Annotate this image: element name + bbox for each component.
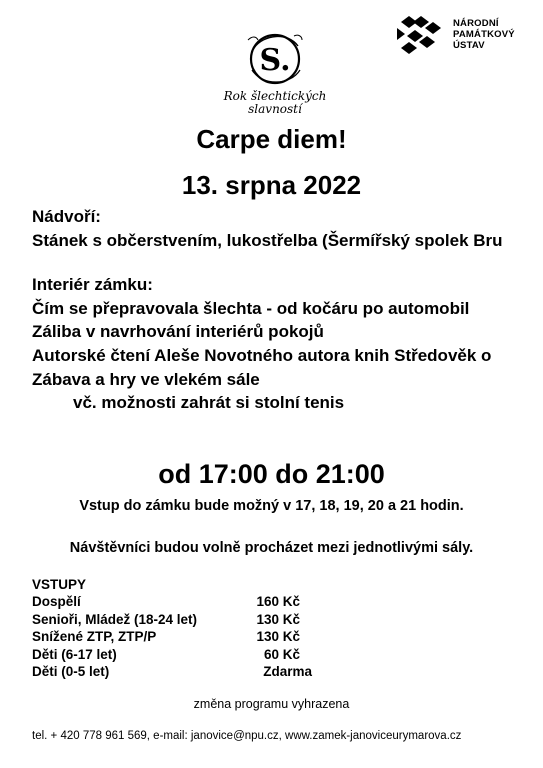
price-row [32,628,312,646]
price-list [32,576,312,681]
price-list-heading: VSTUPY [32,577,87,592]
festival-emblem-icon [244,30,306,88]
program-change-note: změna programu vyhrazena [193,697,350,711]
price-row [32,593,312,611]
event-time: od 17:00 do 21:00 [158,459,385,489]
interior-item: Čím se přepravovala šlechta - od kočáru po automobil [32,299,470,318]
npu-logo-icon [395,14,445,54]
contact-info: tel. + 420 778 961 569, e-mail: janovice@npu.cz, www.zamek-janoviceurymarova.cz [32,730,462,742]
event-date: 13. srpna 2022 [181,170,362,200]
price-category: Snížené ZTP, ZTP/P [32,629,157,644]
institution-name: NÁRODNÍ PAMÁTKOVÝ ÚSTAV [453,18,515,51]
price-category: Děti (6-17 let) [32,646,117,662]
price-row [32,611,312,629]
interior-heading: Interiér zámku: [32,275,153,294]
interior-sub-item: vč. možnosti zahrát si stolní tenis [73,393,345,412]
price-row [32,646,312,664]
festival-caption [210,90,340,116]
price-value: 160 Kč [256,594,300,609]
visitors-info: Návštěvníci budou volně procházet mezi jednotlivými sály. [69,540,474,556]
price-value: 60 Kč [263,646,300,662]
entry-info: Vstup do zámku bude možný v 17, 18, 19, 20 a 21 hodin. [79,498,464,514]
festival-caption-line-2: slavností [248,102,302,116]
interior-item: Zábava a hry ve vlekém sále [32,370,260,389]
emblem-letter: S. [259,43,291,78]
festival-caption-line-1: Rok šlechtických [223,89,327,103]
page-title: Carpe diem! [196,124,347,154]
price-category: Dospělí [32,594,81,609]
price-row [32,663,312,681]
interior-item: Autorské čtení Aleše Novotného autora knih Středověk o [32,346,492,365]
courtyard-heading: Nádvoří: [32,207,101,226]
price-category: Senioři, Mládež (18-24 let) [32,611,198,627]
price-value: 130 Kč [256,611,300,627]
price-category: Děti (0-5 let) [32,664,110,679]
institution-logo [395,14,540,64]
price-value: 130 Kč [256,629,300,644]
price-value: Zdarma [263,664,312,679]
festival-logo [210,30,340,116]
courtyard-text: Stánek s občerstvením, lukostřelba (Šermířský spolek Bru [32,231,503,250]
interior-item: Záliba v navrhování interiérů pokojů [32,322,324,341]
